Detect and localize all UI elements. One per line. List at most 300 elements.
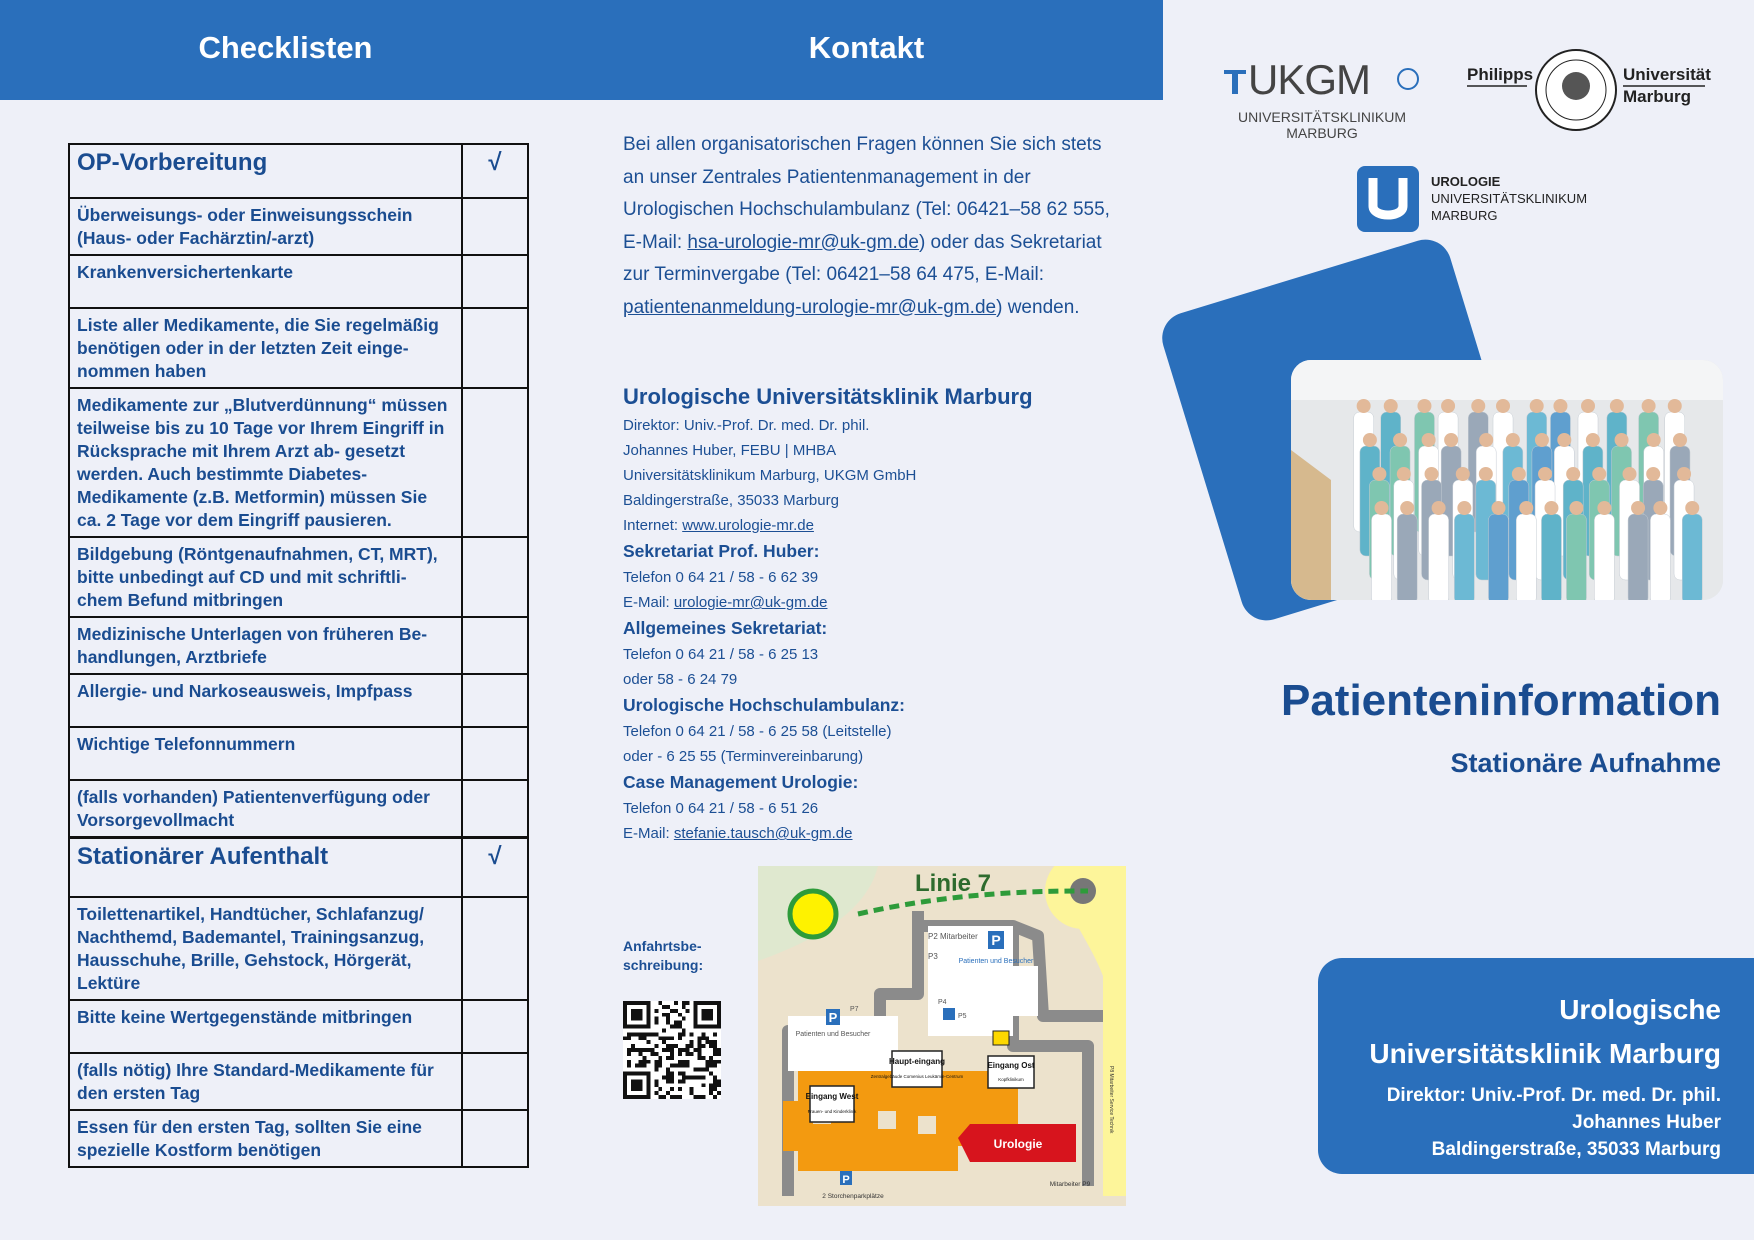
qr-module	[654, 1044, 658, 1048]
staff-member-head	[1673, 433, 1687, 447]
sek-huber-email-link[interactable]: urologie-mr@uk-gm.de	[673, 594, 828, 611]
map-label-p4: P4	[938, 999, 947, 1006]
qr-module	[686, 1001, 690, 1005]
staff-member-head	[1422, 433, 1436, 447]
qr-module	[666, 1005, 670, 1009]
staff-member-head	[1544, 501, 1558, 515]
qr-module	[662, 1040, 666, 1044]
qr-finder	[631, 1009, 643, 1021]
team-group-photo	[1291, 360, 1723, 600]
staff-member-head	[1646, 467, 1660, 481]
main-entrance-sublabel: Zentralgebäude Comenius Leukämie-Centrum	[870, 1074, 964, 1079]
appointment-email-link[interactable]: patientenanmeldung-urologie-mr@uk-gm.de	[623, 296, 997, 318]
checklist-row	[69, 388, 528, 537]
qr-module	[690, 1091, 694, 1095]
qr-module	[678, 1036, 682, 1040]
staff-member-head	[1393, 433, 1407, 447]
bus-line-label: Linie 7	[914, 870, 992, 897]
clinic-name: Urologische Universitätsklinik Marburg	[623, 384, 1033, 409]
staff-member-head	[1441, 399, 1455, 413]
qr-module	[678, 1060, 682, 1064]
mail-label: E-Mail:	[623, 825, 674, 842]
map-building-east	[1013, 966, 1038, 1016]
qr-module	[631, 1048, 635, 1052]
marburg-text: Marburg	[1623, 87, 1691, 106]
qr-module	[670, 1072, 674, 1076]
qr-module	[678, 1064, 682, 1068]
staff-member-body	[1682, 514, 1702, 600]
qr-module	[639, 1032, 643, 1036]
urologie-logo-text-3: MARBURG	[1431, 208, 1498, 223]
contact-heading: Kontakt	[808, 30, 925, 65]
qr-module	[635, 1064, 639, 1068]
staff-member-body	[1397, 514, 1417, 600]
map-label-visitors-west: Patienten und Besucher	[795, 1031, 871, 1038]
qr-module	[666, 1021, 670, 1025]
address-box-line-1: Urologische	[1559, 994, 1721, 1025]
university-seal-figure	[1562, 72, 1590, 100]
staff-member-head	[1566, 467, 1580, 481]
bus-stop-icon	[790, 891, 836, 937]
checklist-checkbox-cell[interactable]	[462, 537, 528, 617]
staff-member-head	[1457, 501, 1471, 515]
qr-module	[650, 1048, 654, 1052]
director-line: Direktor: Univ.-Prof. Dr. med. Dr. phil.	[623, 417, 870, 434]
map-label-p7: P7	[850, 1006, 859, 1013]
staff-member-head	[1623, 467, 1637, 481]
qr-module	[697, 1075, 701, 1079]
checklist-checkbox-cell[interactable]	[462, 1110, 528, 1167]
street-address: Baldingerstraße, 35033 Marburg	[623, 492, 839, 509]
checklist-row	[69, 674, 528, 727]
qr-module	[658, 1036, 662, 1040]
cm-phone: Telefon 0 64 21 / 58 - 6 51 26	[623, 800, 819, 817]
qr-module	[686, 1064, 690, 1068]
staff-member-body	[1566, 514, 1586, 600]
qr-module	[682, 1001, 686, 1005]
qr-module	[674, 1025, 678, 1029]
cover-title: Patienteninformation	[1280, 676, 1721, 725]
qr-module	[647, 1040, 651, 1044]
qr-module	[690, 1044, 694, 1048]
directions-label-line-2: schreibung:	[623, 957, 704, 973]
qr-module	[717, 1048, 721, 1052]
qr-module	[639, 1048, 643, 1052]
qr-module	[697, 1095, 701, 1099]
qr-module	[705, 1064, 709, 1068]
qr-module	[678, 1048, 682, 1052]
qr-module	[682, 1048, 686, 1052]
qr-module	[713, 1083, 717, 1087]
urologie-logo-text-2: UNIVERSITÄTSKLINIKUM	[1431, 191, 1588, 206]
staff-member-head	[1569, 501, 1583, 515]
qr-module	[670, 1056, 674, 1060]
qr-module	[658, 1087, 662, 1091]
staff-member-head	[1375, 501, 1389, 515]
qr-module	[639, 1060, 643, 1064]
qr-module	[709, 1040, 713, 1044]
qr-module	[670, 1087, 674, 1091]
staff-member-head	[1597, 501, 1611, 515]
qr-module	[713, 1048, 717, 1052]
qr-module	[717, 1060, 721, 1064]
staff-member-head	[1432, 501, 1446, 515]
address-box-line-4: Johannes Huber	[1572, 1112, 1721, 1133]
sek-huber-mail-line	[623, 590, 1143, 615]
qr-module	[623, 1036, 627, 1040]
checklist-item-text: Medikamente zur „Blutverdünnung“ müssen teilweise bis zu 10 Tage vor Ihrem Eingriff in Rücksprache mit Ihrem Arzt ab- gesetzt werden. Auch bestimmte Diabetes- Medikamente (z.B. Metformin) müssen Sie ca. 2 Tage vor dem Eingriff pausieren.	[69, 388, 462, 537]
qr-module	[709, 1060, 713, 1064]
checklist-item-text: Bitte keine Wertgegenstände mitbringen	[69, 1000, 462, 1053]
qr-module	[713, 1079, 717, 1083]
west-entrance-label: Eingang West	[805, 1092, 859, 1101]
website-link[interactable]: www.urologie-mr.de	[682, 517, 814, 534]
qr-module	[627, 1048, 631, 1052]
parking-icon-letter: P	[991, 932, 1001, 948]
qr-module	[639, 1052, 643, 1056]
checklist-checkbox-cell[interactable]	[462, 1000, 528, 1053]
qr-module	[654, 1068, 658, 1072]
qr-module	[709, 1083, 713, 1087]
qr-module	[662, 1048, 666, 1052]
qr-module	[647, 1048, 651, 1052]
hsa-phone: Telefon 0 64 21 / 58 - 6 25 58 (Leitstelle)	[623, 723, 892, 740]
checklist-row	[69, 1110, 528, 1167]
checklist-row	[69, 617, 528, 674]
qr-module	[666, 1036, 670, 1040]
qr-module	[686, 1075, 690, 1079]
director-name: Johannes Huber, FEBU | MHBA	[623, 442, 837, 459]
map-label-visitors-north: Patienten und Besucher	[958, 958, 1034, 965]
urologie-logo-mark	[1357, 166, 1419, 232]
qr-module	[678, 1021, 682, 1025]
universitaet-text: Universität	[1623, 65, 1711, 84]
staff-member-head	[1610, 399, 1624, 413]
east-entrance-sublabel: Kopfklinikum	[998, 1077, 1024, 1082]
qr-module	[697, 1068, 701, 1072]
intro-text-1: Bei allen organisatorischen Fragen können Sie sich stets an unser Zentrales Patientenmanagement in der Urologischen Hochschulambulanz (Tel: 06421–58 62 555, E-Mail:	[623, 134, 1110, 253]
qr-module	[682, 1005, 686, 1009]
qr-module	[682, 1079, 686, 1083]
organisation: Universitätsklinikum Marburg, UKGM GmbH	[623, 467, 917, 484]
cover-address-box	[1318, 958, 1754, 1174]
staff-member-head	[1535, 433, 1549, 447]
op-check-symbol: √	[462, 144, 528, 198]
qr-module	[670, 1048, 674, 1052]
qr-module	[682, 1032, 686, 1036]
qr-module	[697, 1048, 701, 1052]
checklist-checkbox-cell[interactable]	[462, 1053, 528, 1110]
qr-module	[690, 1052, 694, 1056]
checklist-item-text: Liste aller Medikamente, die Sie regelmäßig benötigen oder in der letzten Zeit einge- nommen haben	[69, 308, 462, 388]
main-entrance-label: Haupt-eingang	[889, 1057, 945, 1066]
qr-module	[713, 1075, 717, 1079]
staff-member-head	[1538, 467, 1552, 481]
address-box-line-3: Direktor: Univ.-Prof. Dr. med. Dr. phil.	[1386, 1085, 1721, 1106]
qr-module	[658, 1056, 662, 1060]
staff-member-body	[1594, 514, 1614, 600]
contact-intro-paragraph	[623, 129, 1123, 324]
map-label-p2: P2 Mitarbeiter	[928, 932, 978, 941]
qr-module	[627, 1060, 631, 1064]
qr-module	[705, 1036, 709, 1040]
hsa-title: Urologische Hochschulambulanz:	[623, 695, 905, 715]
checklist-item-text: Allergie- und Narkoseausweis, Impfpass	[69, 674, 462, 727]
mail-label: E-Mail:	[623, 594, 674, 611]
qr-module	[713, 1040, 717, 1044]
qr-module	[705, 1040, 709, 1044]
qr-module	[678, 1013, 682, 1017]
qr-module	[670, 1064, 674, 1068]
cm-email-link[interactable]: stefanie.tausch@uk-gm.de	[673, 825, 853, 842]
qr-module	[678, 1032, 682, 1036]
qr-module	[627, 1064, 631, 1068]
qr-module	[690, 1040, 694, 1044]
checklist-checkbox-cell[interactable]	[462, 308, 528, 388]
staff-member-head	[1615, 433, 1629, 447]
qr-module	[717, 1083, 721, 1087]
qr-module	[670, 1052, 674, 1056]
qr-module	[654, 1083, 658, 1087]
intro-text-2: ) oder das Sekretariat zur Terminvergabe (Tel: 06421–58 64 475, E-Mail:	[623, 231, 1102, 285]
ukgm-logo-circle	[1398, 69, 1418, 89]
photo-ceiling	[1291, 360, 1723, 400]
allg-title: Allgemeines Sekretariat:	[623, 618, 828, 638]
qr-module	[666, 1079, 670, 1083]
staff-member-body	[1454, 514, 1474, 600]
qr-module	[674, 1001, 678, 1005]
qr-module	[678, 1095, 682, 1099]
storch-parking-label: 2 Storchenparkplätze	[822, 1193, 884, 1200]
qr-module	[643, 1032, 647, 1036]
qr-module	[627, 1032, 631, 1036]
staff-member-head	[1642, 399, 1656, 413]
qr-module	[701, 1056, 705, 1060]
qr-module	[658, 1064, 662, 1068]
staff-member-head	[1456, 467, 1470, 481]
qr-module	[666, 1017, 670, 1021]
qr-module	[701, 1068, 705, 1072]
checklists-heading: Checklisten	[198, 30, 373, 65]
staff-member-head	[1479, 467, 1493, 481]
qr-module	[713, 1087, 717, 1091]
staff-member-head	[1363, 433, 1377, 447]
qr-module	[654, 1017, 658, 1021]
staff-member-head	[1496, 399, 1510, 413]
qr-module	[666, 1048, 670, 1052]
qr-module	[654, 1064, 658, 1068]
qr-module	[701, 1075, 705, 1079]
op-checklist-title: OP-Vorbereitung	[69, 144, 462, 198]
checklist-checkbox-cell[interactable]	[462, 198, 528, 255]
qr-module	[670, 1095, 674, 1099]
qr-module	[643, 1056, 647, 1060]
qr-module	[654, 1060, 658, 1064]
qr-module	[682, 1075, 686, 1079]
qr-module	[666, 1068, 670, 1072]
qr-module	[631, 1032, 635, 1036]
qr-module	[662, 1028, 666, 1032]
hsa-email-link[interactable]: hsa-urologie-mr@uk-gm.de	[687, 231, 919, 253]
qr-module	[639, 1036, 643, 1040]
checklist-row	[69, 1000, 528, 1053]
qr-module	[654, 1091, 658, 1095]
qr-module	[709, 1072, 713, 1076]
qr-module	[709, 1064, 713, 1068]
qr-module	[705, 1060, 709, 1064]
qr-module	[705, 1068, 709, 1072]
staff-member-head	[1519, 501, 1533, 515]
qr-module	[709, 1056, 713, 1060]
qr-module	[709, 1091, 713, 1095]
qr-module	[697, 1056, 701, 1060]
stay-checklist-table	[68, 837, 529, 1168]
qr-module	[682, 1028, 686, 1032]
qr-module	[674, 1021, 678, 1025]
address-box-line-5: Baldingerstraße, 35033 Marburg	[1431, 1139, 1721, 1160]
qr-module	[635, 1048, 639, 1052]
checklist-row	[69, 897, 528, 1000]
qr-module	[713, 1044, 717, 1048]
directions-label	[623, 937, 703, 975]
qr-module	[686, 1009, 690, 1013]
parking-icon-letter: P	[828, 1010, 838, 1025]
qr-module	[678, 1072, 682, 1076]
qr-module	[694, 1048, 698, 1052]
checklist-item-text: Medizinische Unterlagen von früheren Be- handlungen, Arztbriefe	[69, 617, 462, 674]
qr-module	[662, 1013, 666, 1017]
qr-module	[647, 1060, 651, 1064]
qr-module	[701, 1044, 705, 1048]
map-building-west	[788, 1016, 898, 1071]
staff-member-head	[1685, 501, 1699, 515]
checklist-item-text: Toilettenartikel, Handtücher, Schlafanzug/ Nachthemd, Bademantel, Trainingsanzug, Hausschuhe, Brille, Gehstock, Hörgerät, Lektüre	[69, 897, 462, 1000]
qr-module	[678, 1079, 682, 1083]
checklist-checkbox-cell[interactable]	[462, 674, 528, 727]
qr-module	[654, 1009, 658, 1013]
qr-module	[678, 1025, 682, 1029]
staff-member-head	[1647, 433, 1661, 447]
map-label-p9: Mitarbeiter P9	[1049, 1181, 1091, 1188]
qr-module	[713, 1060, 717, 1064]
qr-module	[717, 1091, 721, 1095]
urologie-logo-text-1: UROLOGIE	[1431, 174, 1501, 189]
qr-module	[631, 1044, 635, 1048]
qr-module	[713, 1095, 717, 1099]
urologie-marker-label: Urologie	[993, 1137, 1043, 1151]
qr-module	[647, 1032, 651, 1036]
qr-finder	[631, 1079, 643, 1091]
staff-member-head	[1479, 433, 1493, 447]
staff-member-head	[1357, 399, 1371, 413]
qr-module	[654, 1079, 658, 1083]
checklist-checkbox-cell[interactable]	[462, 780, 528, 837]
checklist-checkbox-cell[interactable]	[462, 388, 528, 537]
qr-module	[666, 1056, 670, 1060]
staff-member-body	[1429, 514, 1449, 600]
staff-member-head	[1384, 399, 1398, 413]
checklist-item-text: Wichtige Telefonnummern	[69, 727, 462, 780]
taxi-icon	[993, 1031, 1009, 1045]
qr-code-image[interactable]	[623, 1001, 721, 1099]
qr-module	[639, 1064, 643, 1068]
staff-member-head	[1653, 501, 1667, 515]
checklist-item-text: (falls vorhanden) Patientenverfügung oder Vorsorgevollmacht	[69, 780, 462, 837]
qr-finder	[701, 1009, 713, 1021]
checklist-checkbox-cell[interactable]	[462, 255, 528, 308]
qr-module	[670, 1025, 674, 1029]
staff-member-head	[1491, 501, 1505, 515]
east-entrance-label: Eingang Ost	[987, 1061, 1035, 1070]
staff-member-head	[1677, 467, 1691, 481]
checklist-checkbox-cell[interactable]	[462, 617, 528, 674]
staff-member-head	[1444, 433, 1458, 447]
staff-member-body	[1488, 514, 1508, 600]
checklist-item-text: Essen für den ersten Tag, sollten Sie eine spezielle Kostform benötigen	[69, 1110, 462, 1167]
qr-module	[697, 1044, 701, 1048]
ukgm-logo	[1222, 54, 1422, 144]
qr-module	[658, 1001, 662, 1005]
staff-member-head	[1586, 433, 1600, 447]
qr-module	[674, 1095, 678, 1099]
qr-module	[670, 1036, 674, 1040]
qr-module	[658, 1060, 662, 1064]
qr-module	[650, 1052, 654, 1056]
staff-member-head	[1668, 399, 1682, 413]
qr-module	[682, 1017, 686, 1021]
intro-text-3: ) wenden.	[996, 296, 1080, 318]
qr-module	[662, 1036, 666, 1040]
map-label-p5: P5	[958, 1013, 967, 1020]
staff-member-head	[1397, 467, 1411, 481]
qr-module	[627, 1052, 631, 1056]
qr-module	[678, 1052, 682, 1056]
qr-module	[643, 1048, 647, 1052]
qr-module	[666, 1013, 670, 1017]
checklist-item-text: (falls nötig) Ihre Standard-Medikamente für den ersten Tag	[69, 1053, 462, 1110]
staff-member-head	[1400, 501, 1414, 515]
address-box-line-2: Universitätsklinik Marburg	[1369, 1038, 1721, 1069]
qr-module	[666, 1075, 670, 1079]
staff-member-head	[1581, 399, 1595, 413]
philipps-university-logo	[1465, 46, 1715, 136]
checklist-checkbox-cell[interactable]	[462, 727, 528, 780]
checklist-item-text: Krankenversichertenkarte	[69, 255, 462, 308]
staff-member-body	[1628, 514, 1648, 600]
staff-member-head	[1506, 433, 1520, 447]
qr-module	[697, 1052, 701, 1056]
map-label-p8: P8 Mitarbeiter Service Technik	[1108, 1066, 1114, 1134]
checklist-checkbox-cell[interactable]	[462, 897, 528, 1000]
internet-label: Internet:	[623, 517, 683, 534]
qr-module	[666, 1072, 670, 1076]
stay-check-symbol: √	[462, 838, 528, 897]
staff-member-head	[1631, 501, 1645, 515]
urologie-logo	[1355, 166, 1595, 236]
stay-checklist-title: Stationärer Aufenthalt	[69, 838, 462, 897]
checklist-row	[69, 780, 528, 837]
qr-module	[690, 1032, 694, 1036]
campus-map	[758, 866, 1126, 1206]
qr-module	[670, 1009, 674, 1013]
map-courtyard	[878, 1111, 896, 1129]
checklist-row	[69, 308, 528, 388]
staff-member-head	[1530, 399, 1544, 413]
checklist-row	[69, 198, 528, 255]
qr-module	[709, 1087, 713, 1091]
sek-huber-phone: Telefon 0 64 21 / 58 - 6 62 39	[623, 569, 819, 586]
qr-module	[654, 1032, 658, 1036]
